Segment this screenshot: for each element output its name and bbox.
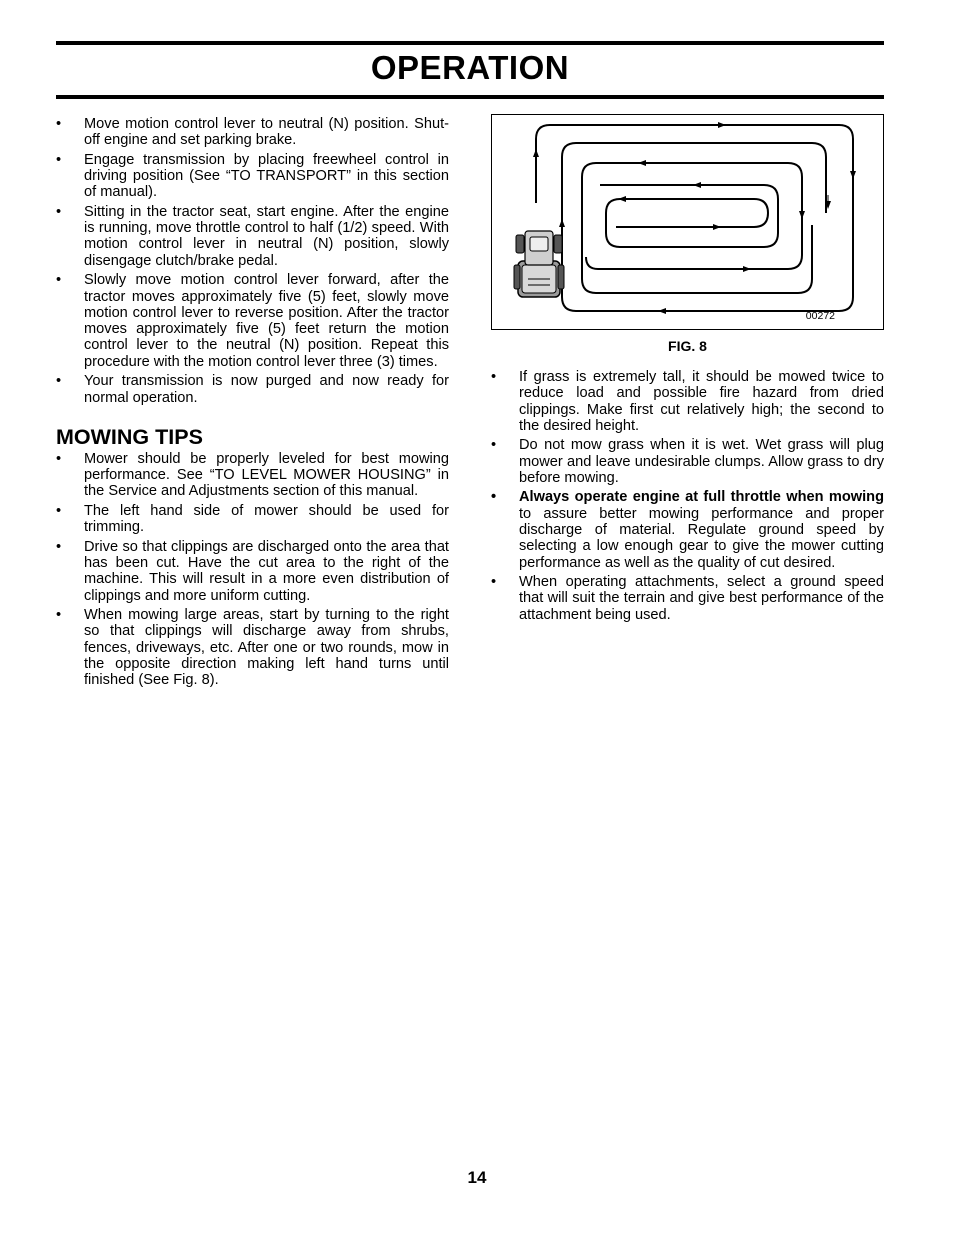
list-item: • Drive so that clippings are discharged onto the area that has been cut. Have the cut area to the right of the machine. This will result in a more even distribution of clippings and more uniform cutting. [56, 538, 449, 604]
direction-arrows [536, 125, 853, 311]
mowing-pattern-diagram [492, 115, 885, 331]
right-column [491, 369, 884, 626]
mowing-path [536, 125, 853, 311]
figure-code: 00272 [805, 310, 835, 322]
left-column [56, 116, 449, 692]
list-item: • Your transmission is now purged and now ready for normal operation. [56, 373, 449, 406]
list-item: • If grass is extremely tall, it should be mowed twice to reduce load and possible fire hazard from dried clippings. Make first cut relatively high; the second to the desired height. [491, 369, 884, 434]
page-number: 14 [467, 1168, 487, 1187]
figure-caption: FIG. 8 [668, 338, 707, 354]
page-title: OPERATION [370, 49, 570, 86]
list-item: • Engage transmission by placing freewheel control in driving position (See “TO TRANSPORT” in this section of manual). [56, 151, 449, 201]
tractor-icon [514, 231, 564, 297]
list-item: • Slowly move motion control lever forward, after the tractor moves approximately five (5) feet, slowly move motion control lever to reverse position. After the tractor moves approximately five (5) feet return the motion control lever to the neutral (N) position. Repeat this procedure with the motion control lever three (3) times. [56, 272, 449, 370]
mowing-tips-list [56, 451, 449, 689]
list-item: • Do not mow grass when it is wet. Wet grass will plug mower and leave undesirable clumps. Allow grass to dry before mowing. [491, 437, 884, 486]
header-top-rule [56, 41, 884, 45]
list-item: • When operating attachments, select a ground speed that will suit the terrain and give best performance of the attachment being used. [491, 574, 884, 623]
mowing-tips-continued-list [491, 369, 884, 623]
mowing-tips-heading: MOWING TIPS [56, 424, 203, 449]
list-item: • Always operate engine at full throttle when mowing to assure better mowing performance and proper discharge of material. Regulate ground speed by selecting a low enough gear to give the mower cutting performance as well as the quality of cut desired. [491, 489, 884, 571]
header-bottom-rule [56, 95, 884, 99]
list-item: • Sitting in the tractor seat, start engine. After the engine is running, move throttle control to half (1/2) speed. With motion control lever in neutral (N) position, slowly disengage clutch/brake pedal. [56, 203, 449, 269]
purge-steps-list [56, 116, 449, 406]
list-item: • Move motion control lever to neutral (N) position. Shut-off engine and set parking brake. [56, 116, 449, 149]
list-item: • When mowing large areas, start by turning to the right so that clippings will discharge away from shrubs, fences, driveways, etc. After one or two rounds, mow in the opposite direction making left hand turns until finished (See Fig. 8). [56, 607, 449, 689]
list-item: • The left hand side of mower should be used for trimming. [56, 502, 449, 536]
list-item: • Mower should be properly leveled for best mowing performance. See “TO LEVEL MOWER HOUSING” in the Service and Adjustments section of this manual. [56, 450, 449, 500]
mowing-pattern-figure [491, 114, 884, 330]
